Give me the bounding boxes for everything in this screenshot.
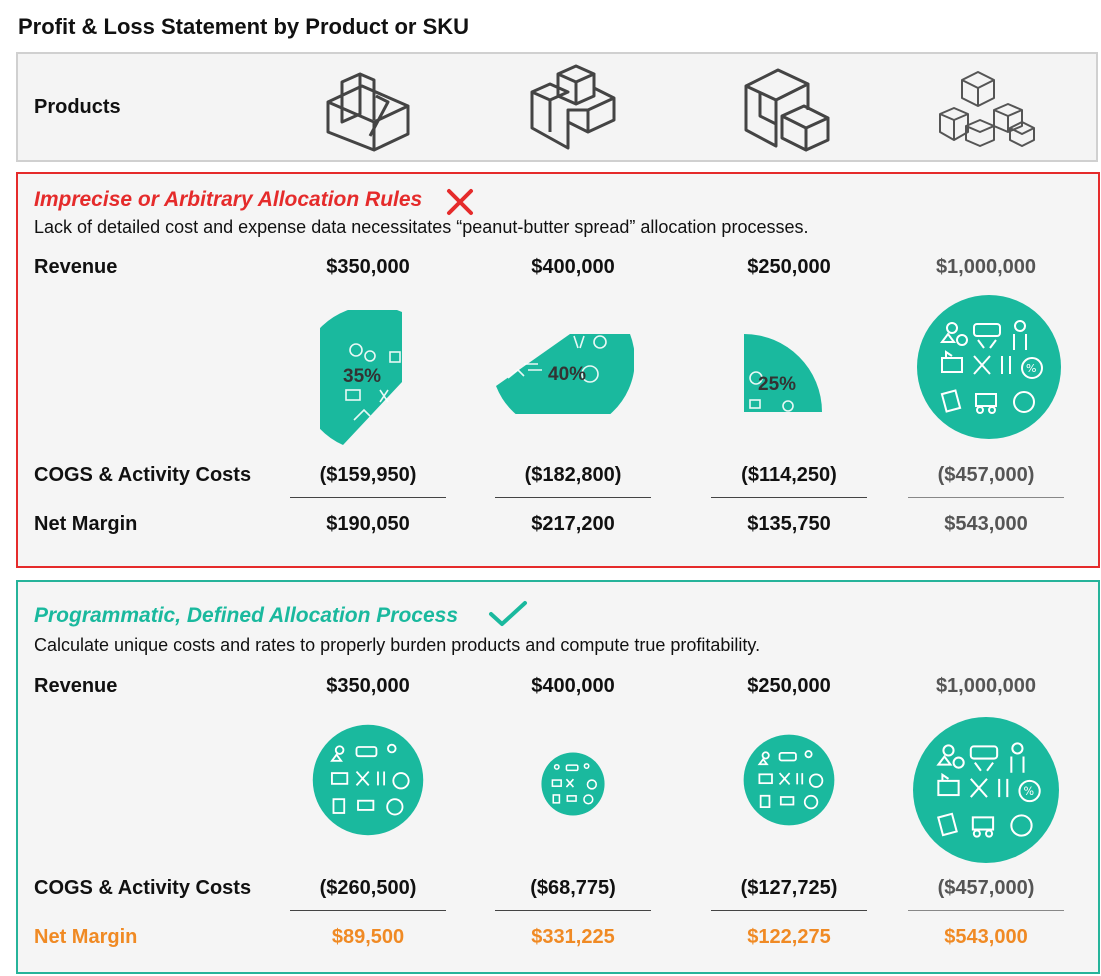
revenue-value: $250,000 [747,256,831,278]
net-margin-total: $543,000 [944,926,1028,948]
page-title: Profit & Loss Statement by Product or SKU [18,14,470,39]
divider [711,497,867,498]
svg-text:%: % [1026,362,1037,375]
revenue-value: $400,000 [531,675,615,697]
revenue-value: $400,000 [531,256,615,278]
close-icon [446,188,474,216]
divider [290,497,446,498]
blocks-icon-4 [936,66,1036,148]
cogs-label: COGS & Activity Costs [34,464,252,486]
activity-cost-circle [743,734,835,826]
activity-cost-pool-full [912,716,1060,864]
cogs-value: ($68,775) [530,877,616,899]
divider [908,497,1064,498]
net-margin-value: $331,225 [531,926,615,948]
svg-text:%: % [1023,785,1035,799]
revenue-value: $350,000 [326,675,410,697]
programmatic-title: Programmatic, Defined Allocation Process [34,604,459,627]
products-label: Products [34,96,121,118]
check-icon [488,600,528,628]
cogs-value: ($182,800) [524,464,622,486]
cogs-value: ($159,950) [319,464,417,486]
activity-cost-circle [541,752,605,816]
net-margin-total: $543,000 [944,513,1028,535]
blocks-icon-3 [742,64,834,152]
net-margin-value: $89,500 [331,926,405,948]
divider [495,910,651,911]
revenue-label: Revenue [34,256,118,278]
activity-cost-pool-full [916,294,1062,440]
revenue-total: $1,000,000 [935,256,1037,278]
divider [711,910,867,911]
net-margin-label: Net Margin [34,926,138,948]
net-margin-value: $135,750 [747,513,831,535]
pie-percent: 40% [548,364,587,385]
divider [495,497,651,498]
revenue-label: Revenue [34,675,118,697]
net-margin-label: Net Margin [34,513,138,535]
revenue-total: $1,000,000 [935,675,1037,697]
activity-cost-circle [312,724,424,836]
divider [290,910,446,911]
net-margin-value: $122,275 [747,926,831,948]
cogs-value: ($114,250) [741,464,837,486]
cogs-total: ($457,000) [937,464,1035,486]
cogs-value: ($127,725) [740,877,838,899]
cogs-value: ($260,500) [319,877,417,899]
net-margin-value: $217,200 [531,513,615,535]
pie-percent: 35% [343,366,382,387]
net-margin-value: $190,050 [326,513,410,535]
revenue-value: $350,000 [326,256,410,278]
pie-percent: 25% [758,374,797,395]
imprecise-description: Lack of detailed cost and expense data necessitates “peanut-butter spread” allocation processes. [34,217,809,237]
blocks-icon-1 [322,62,414,154]
cogs-total: ($457,000) [937,877,1035,899]
imprecise-title: Imprecise or Arbitrary Allocation Rules [34,188,423,211]
blocks-icon-2 [528,62,620,154]
revenue-value: $250,000 [747,675,831,697]
cogs-label: COGS & Activity Costs [34,877,252,899]
programmatic-description: Calculate unique costs and rates to properly burden products and compute true profitability. [34,635,761,655]
divider [908,910,1064,911]
